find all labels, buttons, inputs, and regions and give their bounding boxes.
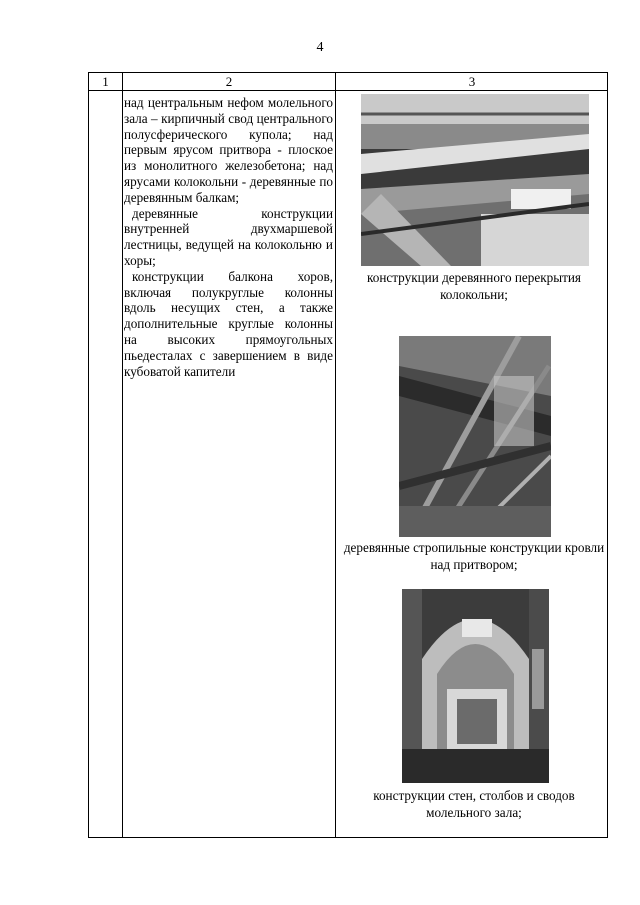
figure-caption-3: конструкции стен, столбов и сводов молельного зала; bbox=[373, 788, 575, 820]
header-divider bbox=[89, 90, 607, 91]
paragraph-ceilings: над центральным нефом молельного зала – кирпичный свод центрального полусферического купола; над первым ярусом притвора - плоское из монолитного железобетона; над ярусами колокольни - деревянные по деревянным балкам; bbox=[124, 95, 333, 205]
bell-tower-ceiling-image bbox=[361, 94, 589, 266]
document-table bbox=[88, 72, 608, 838]
paragraph-balcony: конструкции балкона хоров, включая полукруглые колонны вдоль несущих стен, а также дополнительные круглые колонны на высоких прямоугольных пьедесталах с завершением в виде кубоватой капители bbox=[124, 268, 333, 379]
figure-caption-1: конструкции деревянного перекрытия колокольни; bbox=[367, 270, 581, 302]
photo-roof-rafters bbox=[399, 336, 551, 537]
column-divider bbox=[335, 73, 336, 837]
page-number: 4 bbox=[316, 40, 324, 55]
roof-rafters-image bbox=[399, 336, 551, 537]
photo-prayer-hall bbox=[402, 589, 549, 783]
paragraph-staircase: деревянные конструкции внутренней двухмаршевой лестницы, ведущей на колокольню и хоры; bbox=[124, 205, 333, 268]
photo-bell-tower-ceiling bbox=[361, 94, 589, 266]
prayer-hall-image bbox=[402, 589, 549, 783]
header-col-3: 3 bbox=[468, 74, 476, 89]
header-col-2: 2 bbox=[225, 74, 233, 89]
description-text bbox=[124, 95, 333, 379]
figure-caption-2: деревянные стропильные конструкции кровли над притвором; bbox=[343, 540, 605, 572]
header-col-1: 1 bbox=[102, 74, 109, 89]
column-divider bbox=[122, 73, 123, 837]
